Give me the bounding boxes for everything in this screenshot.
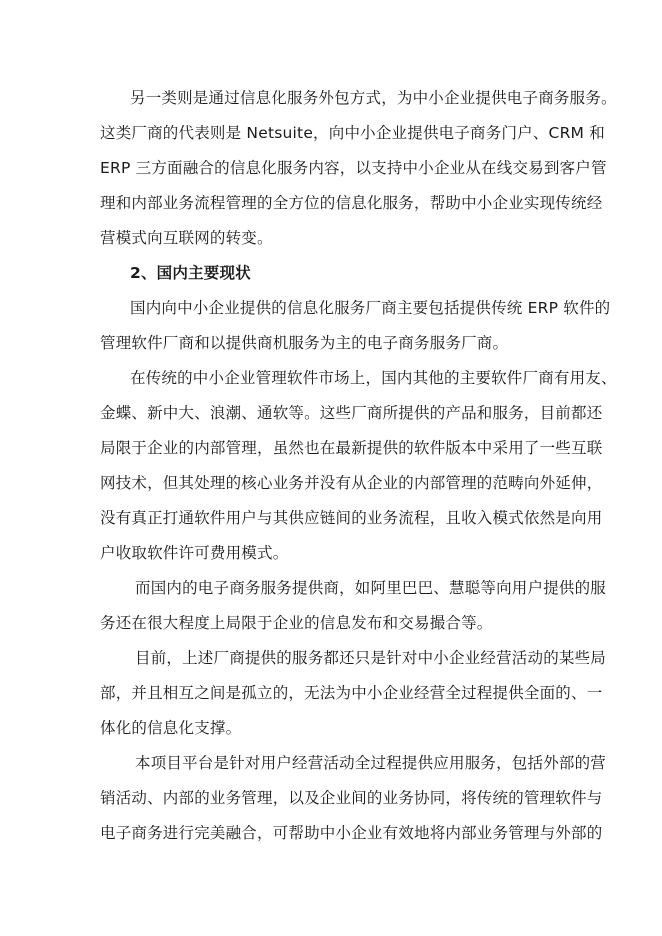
text-line: 务还在很大程度上局限于企业的信息发布和交易撮合等。 [100, 614, 493, 632]
text-line: 网技术，但其处理的核心业务并没有从企业的内部管理的范畴向外延伸， [100, 474, 603, 492]
text-line: 局限于企业的内部管理，虽然也在最新提供的软件版本中采用了一些互联 [100, 439, 603, 457]
text-line: 目前，上述厂商提供的服务都还只是针对中小企业经营活动的某些局 [135, 649, 607, 667]
text-line: 户收取软件许可费用模式。 [100, 544, 289, 562]
text-line: 管理软件厂商和以提供商机服务为主的电子商务服务厂商。 [100, 334, 509, 352]
text-line: 而国内的电子商务服务提供商，如阿里巴巴、慧聪等向用户提供的服 [135, 579, 607, 597]
text-line: 理和内部业务流程管理的全方位的信息化服务，帮助中小企业实现传统经 [100, 194, 603, 212]
text-line: 电子商务进行完美融合，可帮助中小企业有效地将内部业务管理与外部的 [100, 824, 603, 842]
text-line: 体化的信息化支撑。 [100, 719, 242, 737]
text-line: 没有真正打通软件用户与其供应链间的业务流程，且收入模式依然是向用 [100, 509, 603, 527]
text-line: 本项目平台是针对用户经营活动全过程提供应用服务，包括外部的营 [135, 754, 607, 772]
text-line: 金蝶、新中大、浪潮、通软等。这些厂商所提供的产品和服务，目前都还 [100, 404, 603, 422]
text-line: 另一类则是通过信息化服务外包方式，为中小企业提供电子商务服务。 [130, 89, 617, 107]
section-heading: 2、国内主要现状 [130, 264, 251, 282]
text-line: 营模式向互联网的转变。 [100, 229, 273, 247]
text-line: ERP 三方面融合的信息化服务内容，以支持中小企业从在线交易到客户管 [100, 159, 607, 177]
text-line: 在传统的中小企业管理软件市场上，国内其他的主要软件厂商有用友、 [130, 369, 617, 387]
text-line: 销活动、内部的业务管理，以及企业间的业务协同，将传统的管理软件与 [100, 789, 603, 807]
text-line: 这类厂商的代表则是 Netsuite，向中小企业提供电子商务门户、CRM 和 [100, 124, 605, 142]
text-line: 国内向中小企业提供的信息化服务厂商主要包括提供传统 ERP 软件的 [130, 299, 611, 317]
text-line: 部，并且相互之间是孤立的，无法为中小企业经营全过程提供全面的、一 [100, 684, 603, 702]
